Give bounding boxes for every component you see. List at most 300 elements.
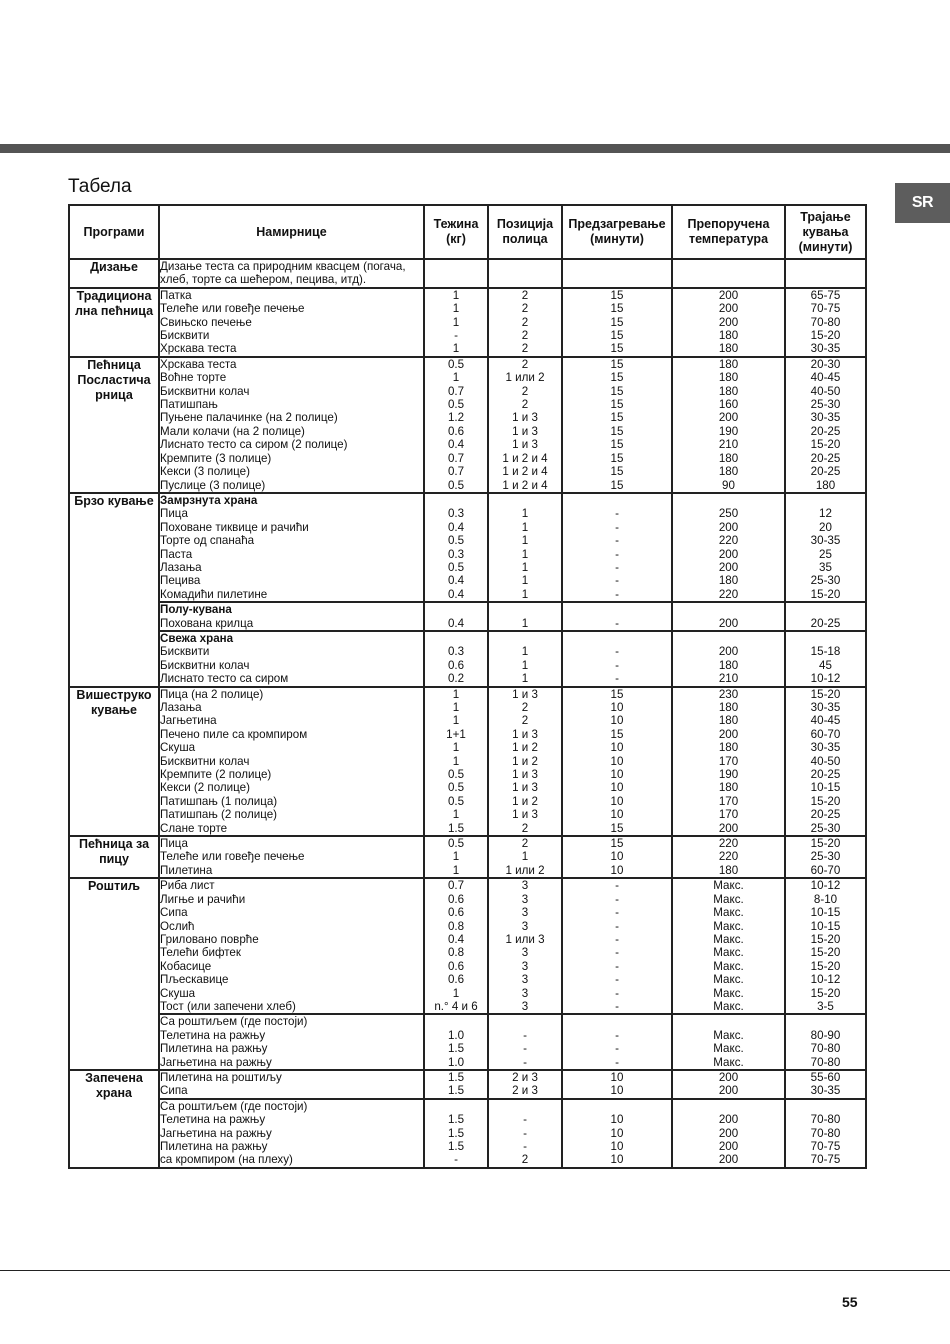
cell-value: 1 <box>452 741 460 755</box>
cell-value: 35 <box>819 560 832 574</box>
cell-value: 180 <box>718 465 739 479</box>
cell-weight <box>424 687 488 836</box>
cell-value: 8-10 <box>813 892 838 906</box>
cell-value: 1.5 <box>447 1126 465 1140</box>
cell-value: 10 <box>610 863 624 877</box>
cell-value: 1 и 2 <box>512 741 538 755</box>
food-item: Телећи бифтек <box>160 946 241 960</box>
cell-value: 30-35 <box>810 741 841 755</box>
cell-value: 10-12 <box>810 973 841 987</box>
cell-value: 2 <box>521 288 529 302</box>
cell-value: 40-50 <box>810 754 841 768</box>
cell-value: - <box>615 959 619 973</box>
cell-preheat <box>562 836 672 878</box>
cell-value: 200 <box>718 1139 739 1153</box>
cell-value: 1 и 2 <box>512 754 538 768</box>
header-shelf: Позиција полица <box>488 205 562 259</box>
cell-temperature <box>672 631 785 687</box>
cell-value: 25-30 <box>810 850 841 864</box>
cell-value: 0.6 <box>447 658 465 672</box>
spacer <box>425 603 487 616</box>
cell-value: 1 <box>521 645 529 659</box>
cell-value: 15 <box>610 302 624 316</box>
food-subcategory: Са роштиљем (где постоји) <box>160 1099 308 1113</box>
cell-value: 3 <box>521 973 529 987</box>
cell-value: 200 <box>718 1113 739 1127</box>
cell-value: 160 <box>718 398 739 412</box>
food-item: Сипа <box>160 1084 188 1098</box>
cell-value: 0.7 <box>447 465 465 479</box>
cell-value: - <box>615 892 619 906</box>
cell-value: 1 и 3 <box>512 727 538 741</box>
cell-value: 0.3 <box>447 547 465 561</box>
cell-cooking-time <box>785 602 866 631</box>
food-item: Патишпањ (1 полица) <box>160 794 278 808</box>
cell-preheat <box>562 288 672 357</box>
cell-value: 2 <box>521 398 529 412</box>
cell-value: 70-75 <box>810 302 841 316</box>
cell-value: 2 <box>521 302 529 316</box>
cell-value: 20-25 <box>810 808 841 822</box>
program-name: Запечена храна <box>69 1070 159 1168</box>
cell-value: 1.5 <box>447 1084 465 1098</box>
cell-value: 2 <box>521 384 529 398</box>
cell-value: 200 <box>718 411 739 425</box>
cell-value: - <box>454 329 458 343</box>
cell-value: 20-25 <box>810 768 841 782</box>
table-row <box>69 836 866 878</box>
cell-value <box>489 260 561 273</box>
cooking-table <box>68 204 867 1169</box>
cell-value: 15 <box>610 821 624 835</box>
table-row <box>69 602 866 631</box>
cell-value: 30-35 <box>810 342 841 356</box>
cell-preheat <box>562 878 672 1014</box>
cell-value: 3-5 <box>817 999 834 1013</box>
spacer <box>563 1015 671 1028</box>
food-item: Хрскава теста <box>160 357 237 371</box>
cell-value: 0.7 <box>447 879 465 893</box>
cell-value: 1 <box>452 808 460 822</box>
food-list <box>159 1099 424 1168</box>
cell-shelf <box>488 259 562 288</box>
cell-value: 10 <box>610 1070 624 1084</box>
cell-value: 200 <box>718 1126 739 1140</box>
cell-value: 70-75 <box>810 1139 841 1153</box>
table-row <box>69 357 866 493</box>
cell-cooking-time <box>785 836 866 878</box>
cell-value: 1 и 3 <box>512 411 538 425</box>
table-row <box>69 1099 866 1168</box>
food-item: Пица <box>160 507 188 521</box>
cell-shelf <box>488 1099 562 1168</box>
food-item: Похована крилца <box>160 616 254 630</box>
food-subcategory: Свежа храна <box>160 631 234 645</box>
cell-value: 15-20 <box>810 794 841 808</box>
cell-value: - <box>615 879 619 893</box>
program-name: Вишеструко кување <box>69 687 159 836</box>
cell-value: Макс. <box>713 986 744 1000</box>
cell-value: - <box>615 1042 619 1056</box>
cell-value: - <box>523 1126 527 1140</box>
cell-cooking-time <box>785 1070 866 1099</box>
cell-value: Макс. <box>713 973 744 987</box>
cell-value: 0.5 <box>447 837 465 851</box>
cell-value: 30-35 <box>810 1084 841 1098</box>
cell-cooking-time <box>785 1099 866 1168</box>
cell-shelf <box>488 493 562 602</box>
cell-value: 180 <box>718 714 739 728</box>
cell-value: - <box>615 672 619 686</box>
food-item: Бисквитни колач <box>160 658 250 672</box>
table-row <box>69 878 866 1014</box>
cell-value: 10 <box>610 741 624 755</box>
header-temperature: Препоручена температура <box>672 205 785 259</box>
cell-value: 1 <box>452 754 460 768</box>
cell-value: 1 и 3 <box>512 438 538 452</box>
food-list <box>159 357 424 493</box>
cell-value: - <box>615 973 619 987</box>
spacer <box>425 1015 487 1028</box>
cell-value: 15-20 <box>810 932 841 946</box>
cell-weight <box>424 357 488 493</box>
cell-value: 3 <box>521 892 529 906</box>
cell-value: 15 <box>610 451 624 465</box>
cell-value: 1 <box>452 850 460 864</box>
cell-value: 1+1 <box>446 727 466 741</box>
cell-value: 3 <box>521 986 529 1000</box>
cell-value: 200 <box>718 1070 739 1084</box>
cell-value: - <box>615 986 619 1000</box>
top-divider-bar <box>0 144 950 153</box>
cell-value: 60-70 <box>810 727 841 741</box>
cell-value: 170 <box>718 794 739 808</box>
cell-value: - <box>615 658 619 672</box>
cell-temperature <box>672 878 785 1014</box>
cell-value: 3 <box>521 906 529 920</box>
cell-value: 20-25 <box>810 424 841 438</box>
cell-value: 10 <box>610 850 624 864</box>
cell-value: - <box>615 645 619 659</box>
food-item: Телетина на ражњу <box>160 1028 266 1042</box>
cell-value: 1 <box>521 658 529 672</box>
cell-shelf <box>488 878 562 1014</box>
food-item: Патка <box>160 288 192 302</box>
table-body <box>69 259 866 1168</box>
cell-value: 190 <box>718 424 739 438</box>
food-list <box>159 288 424 357</box>
header-foods: Намирнице <box>159 205 424 259</box>
cell-value: 20-25 <box>810 465 841 479</box>
cell-value: 20-25 <box>810 616 841 630</box>
food-subcategory: Полу-кувана <box>160 603 232 617</box>
cell-value: Макс. <box>713 919 744 933</box>
food-subcategory: Са роштиљем (где постоји) <box>160 1015 308 1029</box>
spacer <box>673 603 784 616</box>
food-item: Пилетина <box>160 863 213 877</box>
cell-value: 0.5 <box>447 478 465 492</box>
cell-value: 180 <box>718 329 739 343</box>
spacer <box>563 632 671 645</box>
cell-value: 200 <box>718 616 739 630</box>
page-number: 55 <box>842 1294 858 1310</box>
cell-value: 0.6 <box>447 973 465 987</box>
cell-shelf <box>488 288 562 357</box>
food-item: Поховане тиквице и рачићи <box>160 520 309 534</box>
food-item: Пецива <box>160 574 201 588</box>
cell-value: 1 <box>521 850 529 864</box>
cell-value: 15 <box>610 384 624 398</box>
cell-temperature <box>672 1099 785 1168</box>
cell-value: - <box>615 906 619 920</box>
table-row <box>69 259 866 288</box>
cell-value: Макс. <box>713 959 744 973</box>
cell-value: 200 <box>718 315 739 329</box>
spacer <box>786 1015 865 1028</box>
cell-value: 1 и 3 <box>512 768 538 782</box>
food-list <box>159 687 424 836</box>
cell-value: 1 <box>452 701 460 714</box>
header-preheat: Предзагревање (минути) <box>562 205 672 259</box>
cell-value: 10 <box>610 1126 624 1140</box>
food-item: Риба лист <box>160 879 215 893</box>
cell-weight <box>424 602 488 631</box>
cell-weight <box>424 1099 488 1168</box>
cell-value: 30-35 <box>810 534 841 548</box>
cell-cooking-time <box>785 1014 866 1070</box>
cell-value: 200 <box>718 560 739 574</box>
food-item: Пилетина на ражњу <box>160 1042 268 1056</box>
cell-value: 1 и 3 <box>512 808 538 822</box>
cell-value: 3 <box>521 919 529 933</box>
cell-value: 1 <box>452 302 460 316</box>
table-row <box>69 631 866 687</box>
cell-value: 10 <box>610 781 624 795</box>
cell-value: 1.0 <box>447 1055 465 1069</box>
cell-value: 0.5 <box>447 398 465 412</box>
cell-value: Макс. <box>713 946 744 960</box>
food-item: Торте од спанаћа <box>160 534 255 548</box>
cell-value: - <box>454 1153 458 1167</box>
spacer <box>425 494 487 507</box>
cell-value: 3 <box>521 946 529 960</box>
program-name: Пећница Посластича рница <box>69 357 159 493</box>
cell-value: 1 <box>521 587 529 601</box>
cell-value: 0.4 <box>447 574 465 588</box>
cell-value: 15 <box>610 398 624 412</box>
cell-value: 1 <box>521 672 529 686</box>
cell-value: 15-20 <box>810 986 841 1000</box>
cell-cooking-time <box>785 631 866 687</box>
cell-value: 180 <box>718 384 739 398</box>
cell-value: 0.5 <box>447 794 465 808</box>
cell-value: - <box>615 534 619 548</box>
cell-value: 1 <box>521 534 529 548</box>
cell-value: - <box>523 1055 527 1069</box>
cell-value: 0.6 <box>447 892 465 906</box>
cell-value: 10-12 <box>810 672 841 686</box>
food-list <box>159 836 424 878</box>
cell-value: 200 <box>718 302 739 316</box>
food-item: Бисквитни колач <box>160 754 250 768</box>
cell-value: 90 <box>722 478 735 492</box>
cell-weight <box>424 836 488 878</box>
food-item: Ослић <box>160 919 195 933</box>
food-item: Пуњене палачинке (на 2 полице) <box>160 411 338 425</box>
food-list <box>159 878 424 1014</box>
cell-value: 15-20 <box>810 946 841 960</box>
food-item: Свињско печење <box>160 315 252 329</box>
cell-value: 10-15 <box>810 906 841 920</box>
cell-value: 0.5 <box>447 781 465 795</box>
spacer <box>425 632 487 645</box>
cell-value: - <box>615 1028 619 1042</box>
spacer <box>489 1100 561 1113</box>
cell-value: 0.6 <box>447 959 465 973</box>
cell-weight <box>424 1014 488 1070</box>
cell-value: 15 <box>610 687 624 701</box>
cell-weight <box>424 878 488 1014</box>
cell-value: 10-15 <box>810 781 841 795</box>
cell-value: - <box>523 1139 527 1153</box>
cell-value: 10 <box>610 754 624 768</box>
cell-value: 220 <box>718 587 739 601</box>
food-list <box>159 1070 424 1099</box>
cell-value <box>673 260 784 273</box>
food-item: Телетина на ражњу <box>160 1113 266 1127</box>
cell-value: 70-80 <box>810 1055 841 1069</box>
cell-cooking-time <box>785 259 866 288</box>
cell-value: 1 и 3 <box>512 781 538 795</box>
cell-temperature <box>672 687 785 836</box>
cell-temperature <box>672 1070 785 1099</box>
cell-value: 15 <box>610 478 624 492</box>
cell-value: 0.4 <box>447 587 465 601</box>
food-item: Пуслице (3 полице) <box>160 478 266 492</box>
cell-value: 190 <box>718 768 739 782</box>
cell-value: 1 <box>452 371 460 385</box>
cell-value: - <box>615 1055 619 1069</box>
cell-value: 10 <box>610 808 624 822</box>
cell-value: n.° 4 и 6 <box>434 999 478 1013</box>
cell-value: Макс. <box>713 1028 744 1042</box>
cell-value: 15-20 <box>810 687 841 701</box>
food-list <box>159 1014 424 1070</box>
cell-value: - <box>523 1042 527 1056</box>
cell-value: 15 <box>610 438 624 452</box>
cell-value: 55-60 <box>810 1070 841 1084</box>
cell-preheat <box>562 1099 672 1168</box>
cell-value: 40-45 <box>810 371 841 385</box>
cell-value: 10 <box>610 714 624 728</box>
table-row <box>69 288 866 357</box>
cell-cooking-time <box>785 687 866 836</box>
cell-value: 1.5 <box>447 1139 465 1153</box>
cell-value: 15 <box>610 329 624 343</box>
cell-value: 0.5 <box>447 357 465 371</box>
cell-value: 3 <box>521 959 529 973</box>
food-list <box>159 493 424 602</box>
cell-value: 10 <box>610 1084 624 1098</box>
food-item: Лигње и рачићи <box>160 892 246 906</box>
cell-weight <box>424 259 488 288</box>
table-header-row <box>69 205 866 259</box>
cell-value: 1 или 3 <box>505 932 545 946</box>
cell-value: 2 <box>521 837 529 851</box>
cell-value: 15 <box>610 424 624 438</box>
cell-shelf <box>488 1014 562 1070</box>
cell-cooking-time <box>785 878 866 1014</box>
cell-value: 230 <box>718 687 739 701</box>
cell-value: Макс. <box>713 906 744 920</box>
cell-value: 2 и 3 <box>512 1070 538 1084</box>
cell-preheat <box>562 1070 672 1099</box>
cell-value: 0.4 <box>447 520 465 534</box>
food-item: Јагњетина на ражњу <box>160 1126 272 1140</box>
cell-value: 1 и 2 <box>512 794 538 808</box>
cell-weight <box>424 1070 488 1099</box>
cell-value: 70-80 <box>810 315 841 329</box>
cell-value: 20-25 <box>810 451 841 465</box>
cell-value: 200 <box>718 727 739 741</box>
spacer <box>563 1100 671 1113</box>
spacer <box>489 494 561 507</box>
food-item: Слане торте <box>160 821 228 835</box>
food-item: Хрскава теста <box>160 342 237 356</box>
cell-value: 70-80 <box>810 1042 841 1056</box>
food-item: Скуша <box>160 741 196 755</box>
food-item: Кремпите (3 полице) <box>160 451 272 465</box>
cell-value: 0.7 <box>447 384 465 398</box>
program-name: Дизање <box>69 259 159 288</box>
cell-value: 1.5 <box>447 1113 465 1127</box>
food-item: Воћне торте <box>160 371 227 385</box>
cell-value: 1 <box>521 574 529 588</box>
cell-value: 180 <box>718 863 739 877</box>
cell-value: 70-75 <box>810 1153 841 1167</box>
spacer <box>786 1100 865 1113</box>
bottom-rule <box>0 1270 950 1271</box>
cell-value: 15 <box>610 411 624 425</box>
cell-value: 200 <box>718 821 739 835</box>
food-item: са кромпиром (на плеху) <box>160 1153 293 1167</box>
food-item: Бисквити <box>160 645 210 659</box>
spacer <box>489 632 561 645</box>
cell-value: 0.5 <box>447 560 465 574</box>
cell-value: 40-50 <box>810 384 841 398</box>
program-name: Роштиљ <box>69 878 159 1070</box>
cell-value: 15-18 <box>810 645 841 659</box>
food-item: Паста <box>160 547 193 561</box>
cell-value: 15 <box>610 342 624 356</box>
cell-value: 1 <box>521 560 529 574</box>
cell-weight <box>424 631 488 687</box>
food-item: Дизање теста са природним квасцем (погача, хлеб, торте са шећером, пецива, итд). <box>160 260 406 287</box>
table-row <box>69 493 866 602</box>
cell-value: 0.4 <box>447 438 465 452</box>
cell-value: - <box>615 919 619 933</box>
food-item: Бисквити <box>160 329 210 343</box>
language-tab: SR <box>895 183 950 223</box>
food-item: Лазања <box>160 560 202 574</box>
food-item: Лиснато тесто са сиром <box>160 672 289 686</box>
food-item: Патишпањ <box>160 398 218 412</box>
cell-value: 0.8 <box>447 946 465 960</box>
cell-value: 180 <box>718 451 739 465</box>
food-item: Комадићи пилетине <box>160 587 268 601</box>
cell-value: - <box>615 507 619 521</box>
cell-temperature <box>672 357 785 493</box>
